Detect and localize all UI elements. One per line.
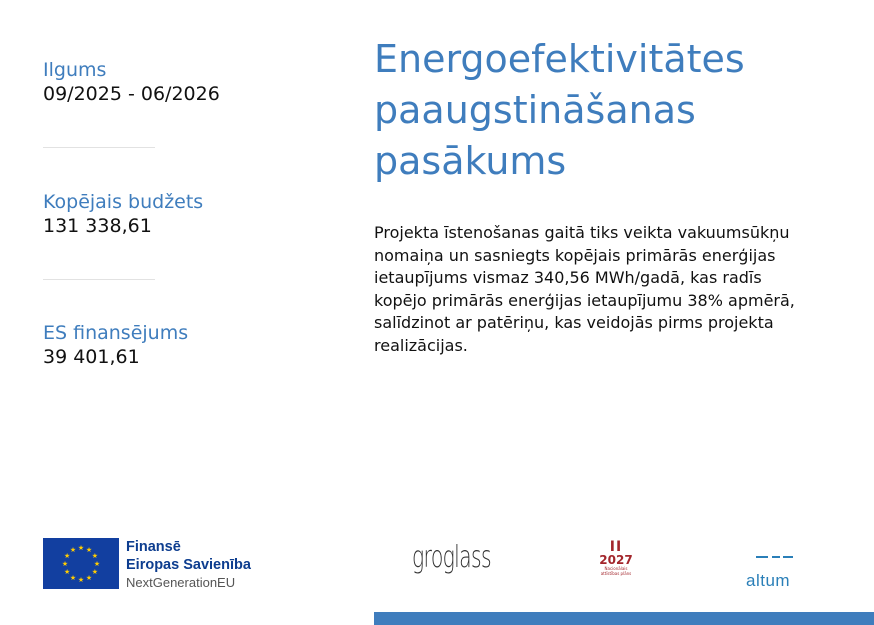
eu-star-icon: ★ [93,560,101,568]
eu-star-icon: ★ [85,573,93,582]
stat-value: 39 401,61 [43,346,140,368]
eu-star-icon: ★ [69,573,77,582]
eu-star-icon: ★ [69,546,77,555]
national-development-plan-2027-logo [598,540,634,576]
stat-value: 131 338,61 [43,215,152,237]
eu-star-icon: ★ [64,552,71,560]
eu-star-icon: ★ [91,552,98,560]
page-title [374,34,854,187]
title-line: Energoefektivitātes [374,37,745,81]
description-line: salīdzinot ar patēriņu, kas veidojās pirms projekta [374,313,774,332]
description-line: nomaiņa un sasniegts kopējais primārās enerģijas [374,245,776,265]
divider [43,147,155,148]
groglass-logo: groglass [412,540,491,575]
logo-2027-bars: II [609,539,623,555]
description-line: kopējo primārās enerģijas ietaupījumu 38% apmērā, [374,290,795,310]
title-line: paaugstināšanas [374,88,696,132]
eu-funding-logo [43,538,251,592]
title-line: pasākums [374,139,567,183]
eu-logo-line2: Eiropas Savienība [126,557,251,573]
stat-label: Ilgums [43,59,107,81]
stat-label: ES finansējums [43,322,189,344]
stat-label: Kopējais budžets [43,191,204,213]
eu-logo-line1: Finansē [126,539,181,555]
divider [43,279,155,280]
altum-logo [746,546,796,591]
logo-2027-caption: Nacionālais attīstības plāns [600,566,632,576]
eu-star-icon: ★ [64,568,71,576]
eu-star-icon: ★ [77,544,85,552]
eu-star-icon: ★ [77,576,85,584]
accent-bar [374,612,874,625]
eu-star-icon: ★ [91,568,98,576]
altum-wordmark: altum [746,571,791,590]
stat-eu-funding [43,321,188,369]
eu-star-icon: ★ [85,546,93,555]
eu-logo-line3: NextGenerationEU [126,575,236,590]
logo-2027-year: 2027 [599,553,633,567]
description-line: realizācijas. [374,335,468,355]
project-description [374,222,844,357]
description-line: Projekta īstenošanas gaitā tiks veikta vakuumsūkņu [374,223,790,242]
eu-star-icon: ★ [61,560,69,568]
description-line: ietaupījums vismaz 340,56 MWh/gadā, kas radīs [374,268,762,287]
stat-value: 09/2025 - 06/2026 [43,83,220,105]
stat-total-budget [43,190,203,238]
eu-flag-icon [43,538,119,589]
stat-duration [43,58,220,106]
altum-dash-icon [746,555,796,561]
